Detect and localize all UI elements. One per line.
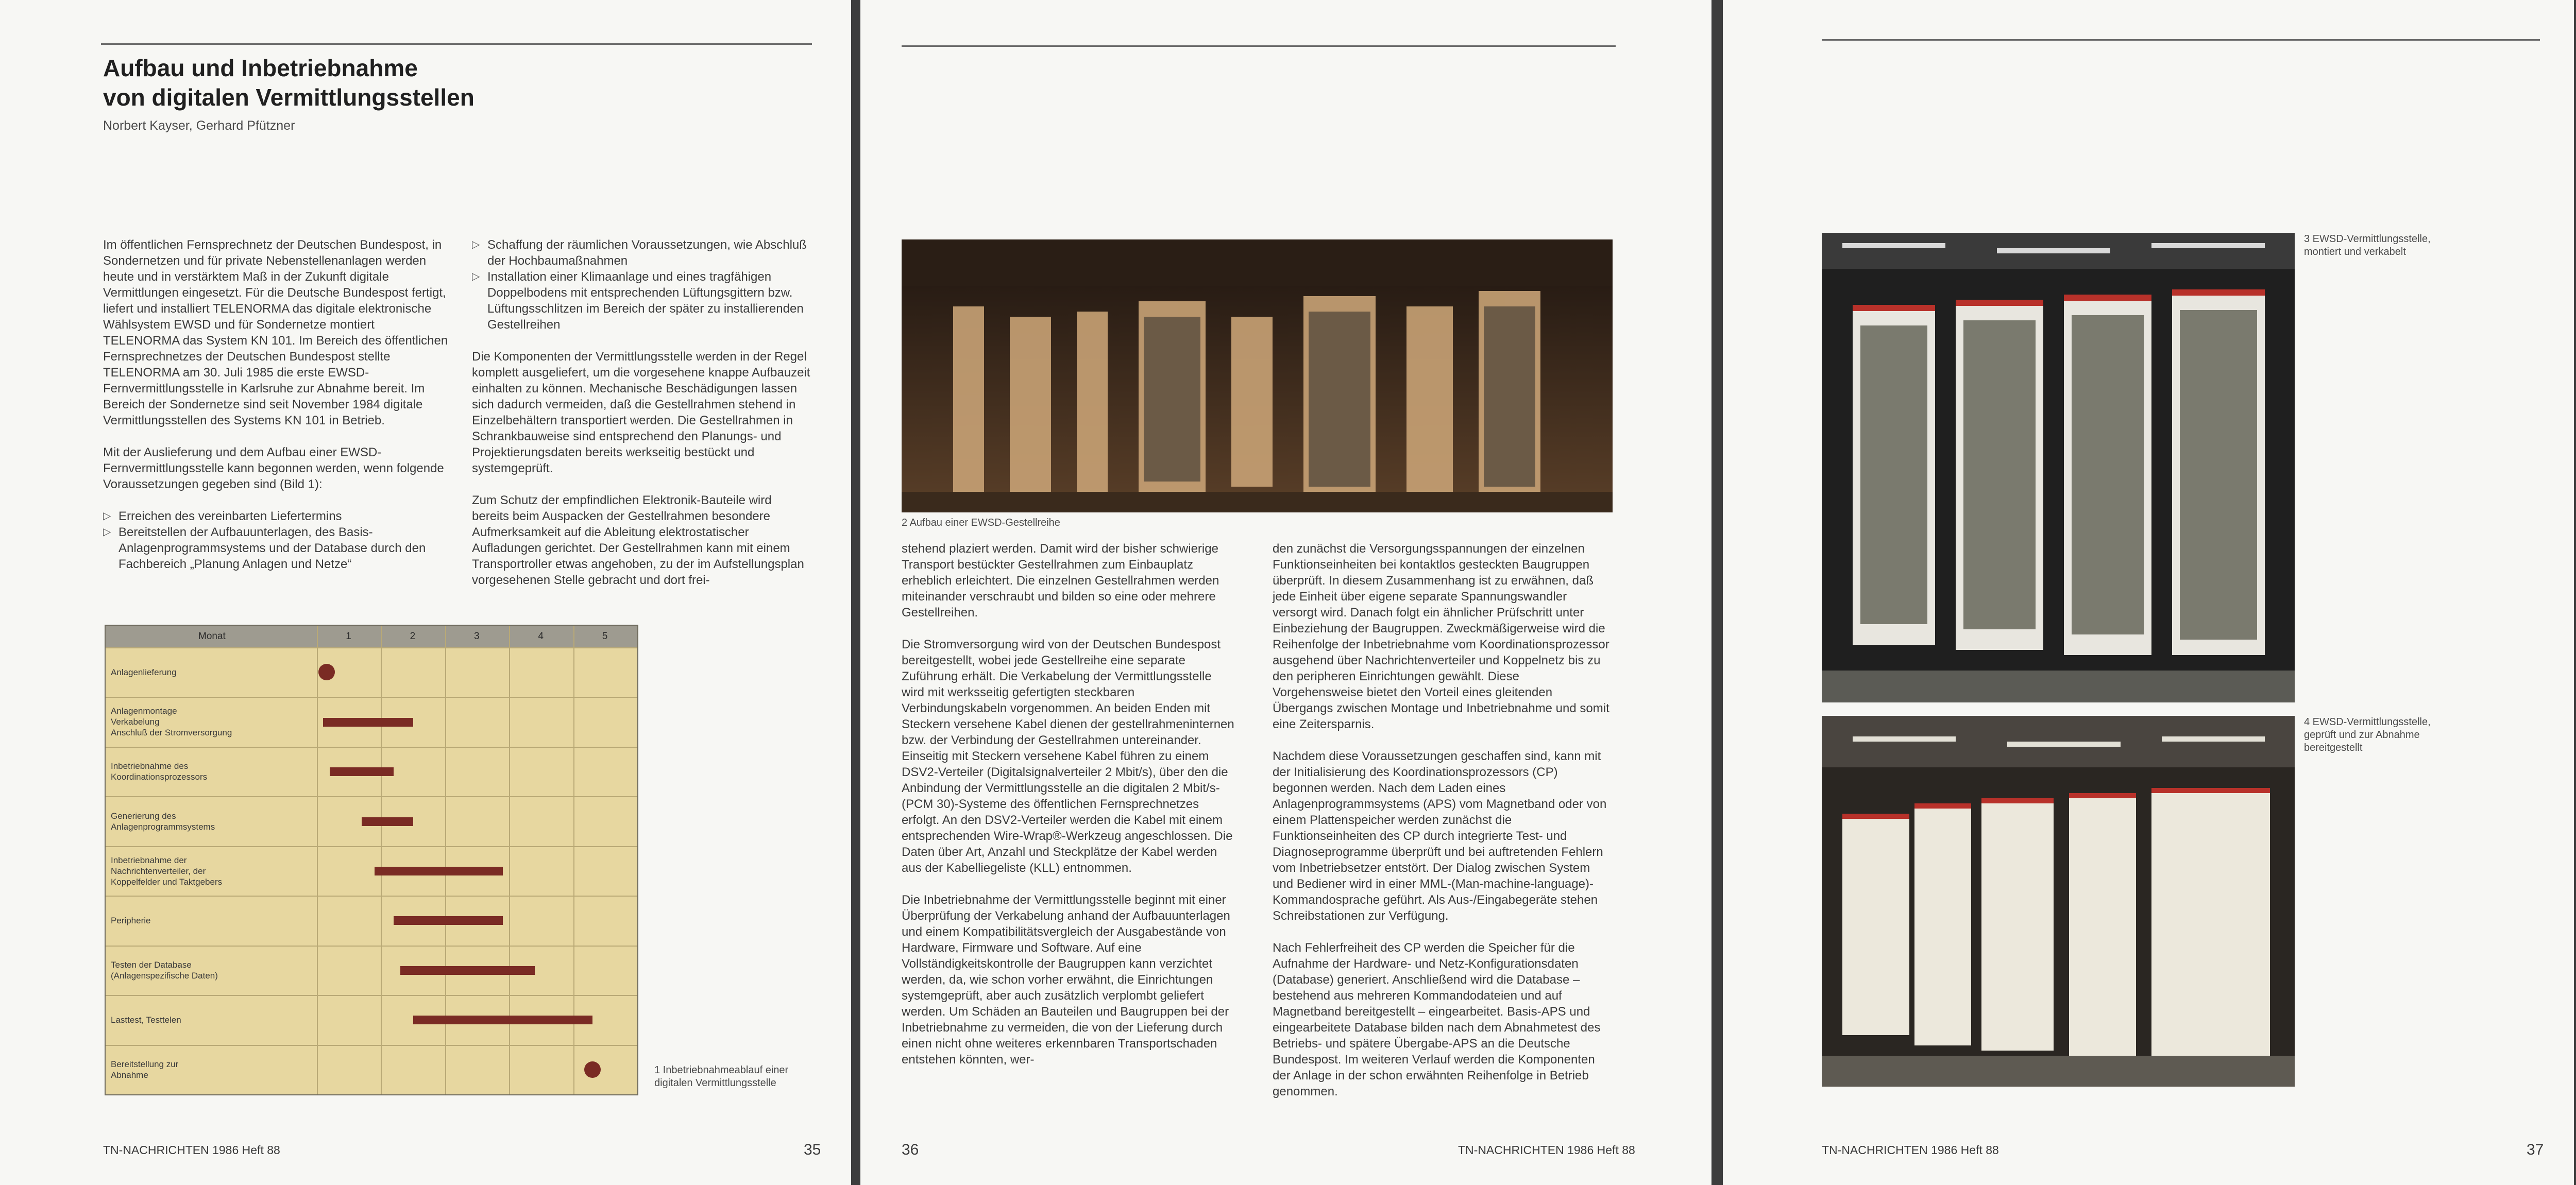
paragraph: Die Komponenten der Vermittlungsstelle werden in der Regel komplett ausgeliefert, um die vorgesehene knappe Aufbauzeit einhalten zu können. Mechanische Beschädigungen lassen sich dadurch vermeiden, daß die Gestellrahmen stehend in Einzelbehältern transportiert werden. Die Gestellrahmen in Schrankbauweise sind entsprechend den Planungs- und Projektierungsdaten bereits werkseitig bestückt und systemgeprüft. bbox=[472, 350, 810, 475]
figure-1-caption: 1 Inbetriebnahmeablauf einer digitalen Vermittlungsstelle bbox=[654, 1064, 789, 1089]
list-item: ▷ Erreichen des vereinbarten Liefertermins bbox=[103, 508, 448, 524]
task-bar bbox=[362, 817, 413, 826]
row-separator bbox=[106, 747, 637, 748]
task-bar bbox=[394, 916, 502, 925]
task-label: Peripherie bbox=[111, 915, 151, 925]
month-label: 5 bbox=[602, 631, 608, 642]
title-line-1: Aufbau und Inbetriebnahme bbox=[103, 55, 418, 81]
task-bar bbox=[400, 966, 535, 975]
task-bar bbox=[413, 1016, 592, 1024]
row-separator bbox=[106, 697, 637, 698]
chart-header bbox=[106, 626, 637, 647]
month-label: 3 bbox=[474, 631, 480, 642]
row-separator bbox=[106, 1045, 637, 1046]
photo-ewsd-rack-row bbox=[902, 239, 1613, 512]
title-line-2: von digitalen Vermittlungsstellen bbox=[103, 84, 474, 111]
row-separator bbox=[106, 796, 637, 797]
task-bar bbox=[375, 867, 503, 875]
page-number: 36 bbox=[902, 1141, 919, 1158]
footer: TN-NACHRICHTEN 1986 Heft 88 bbox=[103, 1143, 280, 1157]
page-37 bbox=[1723, 0, 2574, 1185]
task-label: Inbetriebnahme des Koordinationsprozessors bbox=[111, 761, 208, 782]
page-36 bbox=[860, 0, 1711, 1185]
task-label: Bereitstellung zur Abnahme bbox=[111, 1059, 179, 1080]
row-separator bbox=[106, 896, 637, 897]
row-separator bbox=[106, 846, 637, 847]
row-separator bbox=[106, 946, 637, 947]
row-separator bbox=[106, 647, 637, 648]
list-item: ▷ Installation einer Klimaanlage und eines tragfähigen Doppelbodens mit entsprechenden Lüftungsgittern bzw. Lüftungsschlitzen im Bereich der später zu installierenden Gestellreihen bbox=[472, 269, 812, 333]
page-35 bbox=[0, 0, 851, 1185]
footer: TN-NACHRICHTEN 1986 Heft 88 bbox=[1822, 1143, 1999, 1157]
text-column-1 bbox=[902, 541, 1236, 1084]
paragraph: Mit der Auslieferung und dem Aufbau einer EWSD-Fernvermittlungsstelle kann begonnen werden, wenn folgende Voraussetzungen gegeben sind (Bild 1): bbox=[103, 445, 444, 491]
authors: Norbert Kayser, Gerhard Pfützner bbox=[103, 118, 295, 133]
article-title bbox=[103, 54, 670, 112]
paragraph: den zunächst die Versorgungsspannungen der einzelnen Funktionseinheiten bei kontaktlos gesteckten Baugruppen überprüft. In diesem Zusammenhang ist zu erwähnen, daß jede Einheit über eigene separate Spannungswandler versorgt wird. Danach folgt ein ähnlicher Prüfschritt unter Einbeziehung der Baugruppen. Zweckmäßigerweise wird die Reihenfolge der Inbetriebnahme vom Koordinationsprozessor ausgehend über Nachrichtenverteiler und Koppelnetz bis zu den peripheren Einrichtungen gewählt. Diese Vorgehensweise bietet den Vorteil eines gleitenden Übergangs zwischen Montage und Inbetriebnahme und somit eine Zeitersparnis. bbox=[1273, 542, 1609, 731]
month-label: 4 bbox=[538, 631, 544, 642]
paragraph: stehend plaziert werden. Damit wird der bisher schwierige Transport bestückter Gestellrahmen zum Einbauplatz erheblich erleichtert. Die einzelnen Gestellrahmen werden miteinander verschraubt und bilden so eine oder mehrere Gestellreihen. bbox=[902, 542, 1219, 620]
text-column-1 bbox=[103, 237, 448, 588]
month-gridline bbox=[381, 626, 382, 1094]
photo-ewsd-tested-ready bbox=[1822, 716, 2295, 1087]
text-column-2 bbox=[472, 237, 812, 604]
footer: TN-NACHRICHTEN 1986 Heft 88 bbox=[1458, 1143, 1635, 1157]
installed-exchange-photo-graphic bbox=[1822, 233, 2295, 702]
milestone-marker bbox=[584, 1061, 601, 1078]
paragraph: Die Inbetriebnahme der Vermittlungsstelle beginnt mit einer Überprüfung der Verkabelung anhand der Aufbauunterlagen und einem Kompatibilitätsvergleich der Ausgabestände von Hardware, Firmware und Software. Auf eine Vollständigkeitskontrolle der Baugruppen kann verzichtet werden, da, wie schon vorher erwähnt, die Einrichtungen systemgeprüft, aber auch zusätzlich verplombt geliefert werden. Um Schäden an Bauteilen und Baugruppen bei der Inbetriebnahme zu vermeiden, die von der Lieferung durch einen nicht ohne weiteres erkennbaren Transportschaden entstehen könnten, wer- bbox=[902, 893, 1230, 1067]
page-number: 37 bbox=[2527, 1141, 2544, 1158]
commissioning-schedule-chart bbox=[105, 625, 638, 1095]
text-column-2 bbox=[1273, 541, 1613, 1115]
task-label: Anlagenmontage Verkabelung Anschluß der Stromversorgung bbox=[111, 706, 232, 738]
paragraph: Zum Schutz der empfindlichen Elektronik-Bauteile wird bereits beim Auspacken der Gestellrahmen besondere Aufmerksamkeit auf die Ableitung elektrostatischer Aufladungen gerichtet. Der Gestellrahmen kann mit einem Transportroller etwas angehoben, zu der im Aufstellungsplan vorgesehenen Stelle gebracht und dort frei- bbox=[472, 493, 804, 587]
prerequisite-list bbox=[472, 237, 812, 333]
paragraph: Nachdem diese Voraussetzungen geschaffen sind, kann mit der Initialisierung des Koordinationsprozessors (CP) begonnen werden. Nach dem Laden eines Anlagenprogrammsystems (APS) vom Magnetband oder von einem Plattenspeicher werden zunächst die Funktionseinheiten des CP durch integrierte Test- und Diagnoseprogramme überprüft und bei auftretenden Fehlern vom Inbetriebsetzer entstört. Der Dialog zwischen System und Bediener wird in einer MML-(Man-machine-language)-Kommandosprache geführt. Als Aus-/Eingabegeräte stehen Schreibstationen zur Verfügung. bbox=[1273, 749, 1607, 923]
top-rule bbox=[1822, 39, 2540, 41]
header-label: Monat bbox=[198, 631, 226, 642]
task-label: Inbetriebnahme der Nachrichtenverteiler, der Koppelfelder und Taktgebers bbox=[111, 855, 223, 887]
paragraph: Die Stromversorgung wird von der Deutschen Bundespost bereitgestellt, wobei jede Gestellreihe eine separate Zuführung erhält. Die Verkabelung der Vermittlungsstelle wird mit werksseitig gefertigten steckbaren Verbindungskabeln vorgenommen. An beiden Enden mit Steckern versehene Kabel dienen der gestellrahmeninternen bzw. der Verbindung der Gestellrahmen untereinander. Einseitig mit Steckern versehene Kabel führen zu einem DSV2-Verteiler (Digitalsignalverteiler 2 Mbit/s), über den die Anbindung der Vermittlungsstelle an die digitalen 2 Mbit/s-(PCM 30)-Systeme des öffentlichen Fernsprechnetzes erfolgt. An den DSV2-Verteiler werden die Kabel mit einem entsprechenden Wire-Wrap®-Werkzeug angeschlossen. Die Daten über Art, Anzahl und Steckplätze der Kabel werden aus der Kabelliegeliste (KLL) entnommen. bbox=[902, 638, 1234, 875]
prerequisite-list bbox=[103, 508, 448, 572]
top-rule bbox=[902, 45, 1616, 47]
task-label: Testen der Database (Anlagenspezifische Daten) bbox=[111, 959, 218, 981]
paragraph: Nach Fehlerfreiheit des CP werden die Speicher für die Aufnahme der Hardware- und Netz-Konfigurationsdaten (Database) generiert. Anschließend wird die Database – bestehend aus mehreren Kommandodateien und auf Magnetband bereitgestellt – eingearbeitet. Basis-APS und eingearbeitete Database bilden nach dem Abnahmetest des Betriebs- und spätere Übergabe-APS an die Deutsche Bundespost. Im weiteren Verlauf werden die Komponenten der Anlage in der schon erwähnten Reihenfolge in Betrieb genommen. bbox=[1273, 941, 1601, 1098]
month-label: 1 bbox=[346, 631, 351, 642]
top-rule bbox=[101, 43, 812, 45]
task-bar bbox=[330, 767, 394, 776]
page-number: 35 bbox=[804, 1141, 821, 1158]
task-bar bbox=[323, 718, 413, 727]
list-item: ▷ Schaffung der räumlichen Voraussetzungen, wie Abschluß der Hochbaumaßnahmen bbox=[472, 237, 812, 269]
list-item: ▷ Bereitstellen der Aufbauunterlagen, des Basis-Anlagenprogrammsystems und der Database durch den Fachbereich „Planung Anlagen und Netze“ bbox=[103, 524, 448, 572]
month-label: 2 bbox=[410, 631, 416, 642]
row-separator bbox=[106, 995, 637, 996]
task-label: Generierung des Anlagenprogrammsystems bbox=[111, 811, 215, 832]
photo-ewsd-installed-wired bbox=[1822, 233, 2295, 702]
tested-exchange-photo-graphic bbox=[1822, 716, 2295, 1087]
figure-3-caption: 3 EWSD-Vermittlungsstelle, montiert und verkabelt bbox=[2304, 233, 2431, 257]
milestone-marker bbox=[318, 664, 335, 680]
month-gridline bbox=[317, 626, 318, 1094]
task-label: Anlagenlieferung bbox=[111, 667, 177, 677]
figure-2-caption: 2 Aufbau einer EWSD-Gestellreihe bbox=[902, 517, 1060, 528]
rack-row-photo-graphic bbox=[902, 239, 1613, 512]
task-label: Lasttest, Testtelen bbox=[111, 1015, 181, 1025]
figure-4-caption: 4 EWSD-Vermittlungsstelle, geprüft und zur Abnahme bereitgestellt bbox=[2304, 716, 2431, 753]
paragraph: Im öffentlichen Fernsprechnetz der Deutschen Bundespost, in Sondernetzen und für private Nebenstellenanlagen werden heute und in verstärktem Maß in der Zukunft digitale Vermittlungen eingesetzt. Für die Deutsche Bundespost fertigt, liefert und installiert TELENORMA das digitale elektronische Wählsystem EWSD und für Sondernetze montiert TELENORMA das System KN 101. Im Bereich des öffentlichen Fernsprechnetzes der Deutschen Bundespost stellte TELENORMA am 30. Juli 1985 die erste EWSD-Fernvermittlungsstelle in Karlsruhe zur Abnahme bereit. Im Bereich der Sondernetze sind seit November 1984 digitale Vermittlungsstellen des Systems KN 101 in Betrieb. bbox=[103, 238, 448, 427]
